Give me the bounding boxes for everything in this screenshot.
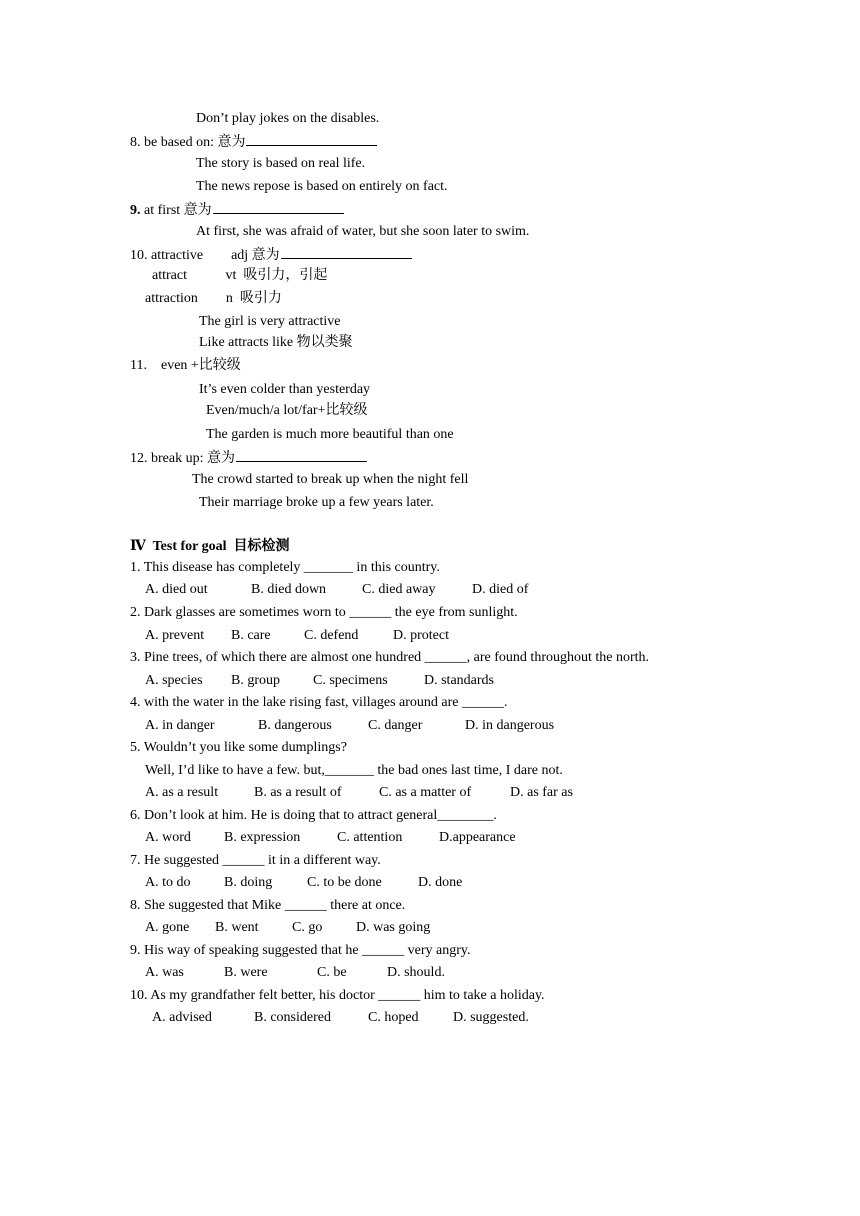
options-row bbox=[145, 964, 445, 982]
example-sentence: The story is based on real life. bbox=[196, 156, 366, 171]
option: B. expression bbox=[224, 830, 301, 845]
section-heading: Ⅳ Test for goal 目标检测 bbox=[130, 539, 290, 554]
question-text: 4. with the water in the lake rising fast, villages around are ______. bbox=[130, 695, 508, 710]
option: D. done bbox=[418, 875, 463, 890]
option: C. attention bbox=[337, 830, 403, 845]
option: C. go bbox=[292, 920, 323, 935]
option: C. to be done bbox=[307, 875, 382, 890]
question-text: 2. Dark glasses are sometimes worn to ______ the eye from sunlight. bbox=[130, 605, 518, 620]
question-text: 6. Don’t look at him. He is doing that to attract general________. bbox=[130, 808, 497, 823]
vocab-item-label: 10. attractive adj 意为 bbox=[130, 248, 280, 263]
vocab-item-number: 9. bbox=[130, 203, 141, 218]
question-text: 1. This disease has completely _______ in this country. bbox=[130, 560, 440, 575]
example-sentence: The garden is much more beautiful than one bbox=[206, 427, 454, 442]
example-sentence: It’s even colder than yesterday bbox=[199, 382, 371, 397]
answer-blank bbox=[281, 245, 412, 259]
option: C. defend bbox=[304, 628, 359, 643]
option: A. gone bbox=[145, 920, 190, 935]
option: A. species bbox=[145, 673, 203, 688]
options-row bbox=[145, 784, 573, 802]
options-row bbox=[145, 829, 516, 847]
option: B. doing bbox=[224, 875, 273, 890]
question-text: 3. Pine trees, of which there are almost one hundred ______, are found throughout the north. bbox=[130, 650, 650, 665]
option: D. as far as bbox=[510, 785, 573, 800]
option: B. were bbox=[224, 965, 268, 980]
option: B. considered bbox=[254, 1010, 331, 1025]
vocab-item-11: 11. even +比较级 bbox=[130, 358, 241, 373]
option: A. as a result bbox=[145, 785, 219, 800]
option: A. prevent bbox=[145, 628, 205, 643]
options-row bbox=[145, 627, 449, 645]
question-text: 8. She suggested that Mike ______ there at once. bbox=[130, 898, 406, 913]
example-sentence: Don’t play jokes on the disables. bbox=[196, 111, 380, 126]
option: C. as a matter of bbox=[379, 785, 472, 800]
option: D. protect bbox=[393, 628, 449, 643]
vocab-item-label: 8. be based on: 意为 bbox=[130, 135, 246, 150]
options-row bbox=[145, 581, 528, 599]
options-row bbox=[145, 919, 430, 937]
option: C. specimens bbox=[313, 673, 388, 688]
option: D.appearance bbox=[439, 830, 516, 845]
vocab-item-12 bbox=[130, 448, 367, 468]
word-form-line: attract vt 吸引力，引起 bbox=[152, 268, 328, 283]
vocab-item-label: 12. break up: 意为 bbox=[130, 451, 235, 466]
option: C. hoped bbox=[368, 1010, 419, 1025]
option: D. in dangerous bbox=[465, 718, 555, 733]
option: A. in danger bbox=[145, 718, 215, 733]
option: B. care bbox=[231, 628, 271, 643]
option: A. word bbox=[145, 830, 191, 845]
options-row bbox=[145, 717, 554, 735]
example-sentence: At first, she was afraid of water, but she soon later to swim. bbox=[196, 224, 530, 239]
option: B. dangerous bbox=[258, 718, 332, 733]
word-form-line: attraction n 吸引力 bbox=[145, 291, 282, 306]
answer-blank bbox=[236, 448, 367, 462]
option: B. group bbox=[231, 673, 280, 688]
example-sentence: The girl is very attractive bbox=[199, 314, 341, 329]
vocab-item-8 bbox=[130, 132, 377, 152]
option: C. be bbox=[317, 965, 347, 980]
options-row bbox=[152, 1009, 529, 1027]
option: D. should. bbox=[387, 965, 445, 980]
option: A. was bbox=[145, 965, 184, 980]
example-sentence: Even/much/a lot/far+比较级 bbox=[206, 403, 368, 418]
example-sentence: The crowd started to break up when the night fell bbox=[192, 472, 469, 487]
option: B. went bbox=[215, 920, 259, 935]
answer-blank bbox=[246, 132, 377, 146]
question-text-continued: Well, I’d like to have a few. but,_______ the bad ones last time, I dare not. bbox=[145, 763, 563, 778]
vocab-item-label: at first 意为 bbox=[140, 203, 212, 218]
option: D. died of bbox=[472, 582, 529, 597]
vocab-item-9 bbox=[130, 200, 344, 220]
question-text: 7. He suggested ______ it in a different way. bbox=[130, 853, 381, 868]
option: A. advised bbox=[152, 1010, 212, 1025]
answer-blank bbox=[213, 200, 344, 214]
question-text: 9. His way of speaking suggested that he ______ very angry. bbox=[130, 943, 471, 958]
option: A. to do bbox=[145, 875, 191, 890]
option: D. suggested. bbox=[453, 1010, 529, 1025]
vocab-item-10 bbox=[130, 245, 412, 265]
option: C. danger bbox=[368, 718, 423, 733]
question-text: 5. Wouldn’t you like some dumplings? bbox=[130, 740, 347, 755]
options-row bbox=[145, 672, 494, 690]
option: D. standards bbox=[424, 673, 494, 688]
options-row bbox=[145, 874, 462, 892]
example-sentence: Like attracts like 物以类聚 bbox=[199, 335, 353, 350]
option: C. died away bbox=[362, 582, 436, 597]
question-text: 10. As my grandfather felt better, his doctor ______ him to take a holiday. bbox=[130, 988, 545, 1003]
option: B. as a result of bbox=[254, 785, 342, 800]
option: A. died out bbox=[145, 582, 208, 597]
option: D. was going bbox=[356, 920, 431, 935]
option: B. died down bbox=[251, 582, 327, 597]
example-sentence: Their marriage broke up a few years later. bbox=[199, 495, 434, 510]
example-sentence: The news repose is based on entirely on fact. bbox=[196, 179, 448, 194]
